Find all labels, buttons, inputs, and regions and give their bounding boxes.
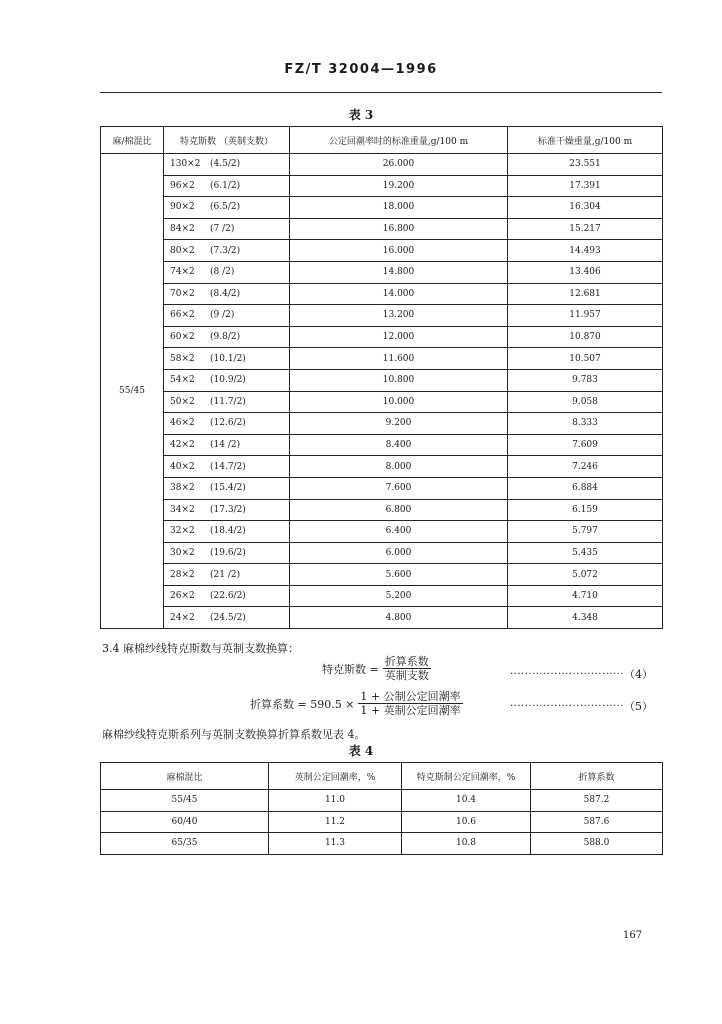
table-row [101,477,663,499]
t4-col-english-regain-header: 英制公定回潮率，% [269,763,402,790]
tex-cell [164,499,290,521]
tex-value: 34×2 [170,504,195,515]
std-weight-cell: 5.600 [290,564,508,586]
std-weight-cell: 13.200 [290,305,508,327]
formula5-denominator: 1 + 英制公定回潮率 [360,704,461,717]
table-row [101,154,663,176]
dry-weight-cell: 10.870 [508,326,663,348]
tex-value: 38×2 [170,483,195,494]
dry-weight-cell: 5.797 [508,521,663,543]
english-count-value: (7.3/2) [210,245,241,256]
table-row [101,240,663,262]
tex-value: 24×2 [170,612,195,623]
table-row [101,521,663,543]
tex-value: 130×2 [170,159,201,170]
t4-english-regain-cell: 11.0 [269,790,402,812]
tex-value: 74×2 [170,267,195,278]
t4-factor-cell: 587.6 [531,811,663,833]
formula4-fraction [383,655,431,682]
tex-cell [164,175,290,197]
english-count-value: (4.5/2) [210,159,241,170]
dry-weight-cell: 4.348 [508,607,663,629]
tex-value: 70×2 [170,288,195,299]
tex-value: 60×2 [170,332,195,343]
english-count-value: (10.1/2) [210,353,246,364]
tex-value: 40×2 [170,461,195,472]
std-weight-cell: 6.400 [290,521,508,543]
table-row [101,261,663,283]
t4-tex-regain-cell: 10.4 [402,790,531,812]
tex-cell [164,261,290,283]
t4-tex-regain-cell: 10.6 [402,811,531,833]
dry-weight-cell: 13.406 [508,261,663,283]
tex-cell [164,434,290,456]
std-weight-cell: 7.600 [290,477,508,499]
std-weight-cell: 14.000 [290,283,508,305]
english-count-value: (8 /2) [210,267,235,278]
english-count-value: (14 /2) [210,440,241,451]
formula5-number: （5） [624,700,654,713]
dry-weight-cell: 12.681 [508,283,663,305]
std-weight-cell: 16.800 [290,218,508,240]
tex-cell [164,477,290,499]
table3 [100,126,663,629]
tex-cell [164,413,290,435]
table-row [101,499,663,521]
table-row [101,348,663,370]
table-row [101,369,663,391]
tex-cell [164,521,290,543]
formula4-numerator: 折算系数 [384,655,429,668]
english-count-value: (21 /2) [210,569,241,580]
tex-cell [164,154,290,176]
dry-weight-cell: 8.333 [508,413,663,435]
table3-header-row [101,127,663,154]
t4-english-regain-cell: 11.2 [269,811,402,833]
std-weight-cell: 9.200 [290,413,508,435]
english-count-value: (9 /2) [210,310,235,321]
table-row [101,197,663,219]
english-count-value: (6.1/2) [210,180,241,191]
table-row [101,175,663,197]
t4-tex-regain-cell: 10.8 [402,833,531,855]
formula5-numerator: 1 + 公制公定回潮率 [360,690,461,703]
formula4-leader [510,666,653,682]
formula5-dots: ······························· [510,700,625,712]
tex-cell [164,283,290,305]
table-row [101,811,663,833]
std-weight-cell: 6.800 [290,499,508,521]
dry-weight-cell: 23.551 [508,154,663,176]
tex-cell [164,607,290,629]
formula4-number: （4） [624,668,654,681]
english-count-value: (15.4/2) [210,483,246,494]
dry-weight-cell: 7.609 [508,434,663,456]
formula4-lhs: 特克斯数 = [322,662,379,676]
t4-col-tex-regain-header: 特克斯制公定回潮率，% [402,763,531,790]
english-count-value: (14.7/2) [210,461,246,472]
tex-cell [164,326,290,348]
table-row [101,305,663,327]
dry-weight-cell: 9.058 [508,391,663,413]
tex-value: 54×2 [170,375,195,386]
table-row [101,790,663,812]
english-count-value: (12.6/2) [210,418,246,429]
table-row [101,218,663,240]
dry-weight-cell: 6.884 [508,477,663,499]
table4-caption: 表 4 [348,744,374,758]
table4-reference-note: 麻棉纱线特克斯系列与英制支数换算折算系数见表 4。 [102,728,366,741]
dry-weight-cell: 16.304 [508,197,663,219]
english-count-value: (9.8/2) [210,332,241,343]
tex-value: 96×2 [170,180,195,191]
std-weight-cell: 6.000 [290,542,508,564]
table-row [101,833,663,855]
col-ratio-header: 麻/棉混比 [101,127,164,154]
dry-weight-cell: 9.783 [508,369,663,391]
tex-cell [164,305,290,327]
t4-ratio-cell: 55/45 [101,790,269,812]
tex-value: 66×2 [170,310,195,321]
formula5-fraction [358,690,462,717]
english-count-value: (10.9/2) [210,375,246,386]
table4 [100,762,663,855]
std-weight-cell: 11.600 [290,348,508,370]
tex-cell [164,348,290,370]
tex-value: 58×2 [170,353,195,364]
tex-value: 32×2 [170,526,195,537]
std-weight-cell: 16.000 [290,240,508,262]
t4-factor-cell: 587.2 [531,790,663,812]
dry-weight-cell: 14.493 [508,240,663,262]
english-count-value: (17.3/2) [210,504,246,515]
col-dry-weight-header: 标准干燥重量,g/100 m [508,127,663,154]
tex-value: 80×2 [170,245,195,256]
std-weight-cell: 19.200 [290,175,508,197]
dry-weight-cell: 11.957 [508,305,663,327]
tex-cell [164,218,290,240]
table-row [101,585,663,607]
tex-value: 30×2 [170,547,195,558]
std-weight-cell: 8.400 [290,434,508,456]
std-weight-cell: 8.000 [290,456,508,478]
formula5-leader [510,698,653,714]
header-rule [100,92,662,93]
tex-cell [164,369,290,391]
tex-cell [164,240,290,262]
table4-header-row [101,763,663,790]
dry-weight-cell: 4.710 [508,585,663,607]
dry-weight-cell: 7.246 [508,456,663,478]
english-count-value: (8.4/2) [210,288,241,299]
formula5-lhs: 折算系数 = 590.5 × [250,697,355,711]
col-english-label: （英制支数） [218,136,273,147]
tex-cell [164,456,290,478]
formula-4 [322,655,435,682]
std-weight-cell: 12.000 [290,326,508,348]
std-weight-cell: 5.200 [290,585,508,607]
tex-value: 42×2 [170,440,195,451]
table-row [101,391,663,413]
table-row [101,326,663,348]
std-weight-cell: 26.000 [290,154,508,176]
t4-ratio-cell: 60/40 [101,811,269,833]
standard-code: FZ/T 32004—1996 [284,62,438,77]
dry-weight-cell: 6.159 [508,499,663,521]
tex-value: 90×2 [170,202,195,213]
table-row [101,607,663,629]
dry-weight-cell: 5.435 [508,542,663,564]
dry-weight-cell: 15.217 [508,218,663,240]
table-row [101,413,663,435]
ratio-cell: 55/45 [101,154,164,629]
english-count-value: (18.4/2) [210,526,246,537]
t4-col-ratio-header: 麻棉混比 [101,763,269,790]
std-weight-cell: 4.800 [290,607,508,629]
english-count-value: (24.5/2) [210,612,246,623]
std-weight-cell: 14.800 [290,261,508,283]
dry-weight-cell: 10.507 [508,348,663,370]
formula-5 [250,690,467,717]
english-count-value: (19.6/2) [210,547,246,558]
table-row [101,283,663,305]
tex-cell [164,391,290,413]
t4-factor-cell: 588.0 [531,833,663,855]
t4-col-factor-header: 折算系数 [531,763,663,790]
tex-cell [164,585,290,607]
formula4-dots: ······························· [510,668,625,680]
col-tex-label: 特克斯数 [180,136,217,147]
tex-cell [164,564,290,586]
tex-value: 50×2 [170,396,195,407]
section-3-4-heading: 3.4 麻棉纱线特克斯数与英制支数换算： [102,642,299,655]
tex-cell [164,542,290,564]
dry-weight-cell: 17.391 [508,175,663,197]
t4-ratio-cell: 65/35 [101,833,269,855]
table-row [101,434,663,456]
dry-weight-cell: 5.072 [508,564,663,586]
tex-value: 84×2 [170,224,195,235]
formula4-denominator: 英制支数 [384,669,429,682]
english-count-value: (11.7/2) [210,396,246,407]
std-weight-cell: 10.800 [290,369,508,391]
tex-value: 46×2 [170,418,195,429]
tex-value: 28×2 [170,569,195,580]
table-row [101,456,663,478]
table-row [101,564,663,586]
tex-value: 26×2 [170,591,195,602]
std-weight-cell: 18.000 [290,197,508,219]
t4-english-regain-cell: 11.3 [269,833,402,855]
english-count-value: (7 /2) [210,224,235,235]
page-number: 167 [623,930,643,941]
english-count-value: (22.6/2) [210,591,246,602]
tex-cell [164,197,290,219]
col-std-weight-header: 公定回潮率时的标准重量,g/100 m [290,127,508,154]
std-weight-cell: 10.000 [290,391,508,413]
col-tex-header [164,127,290,154]
english-count-value: (6.5/2) [210,202,241,213]
table-row [101,542,663,564]
table3-caption: 表 3 [348,108,374,122]
